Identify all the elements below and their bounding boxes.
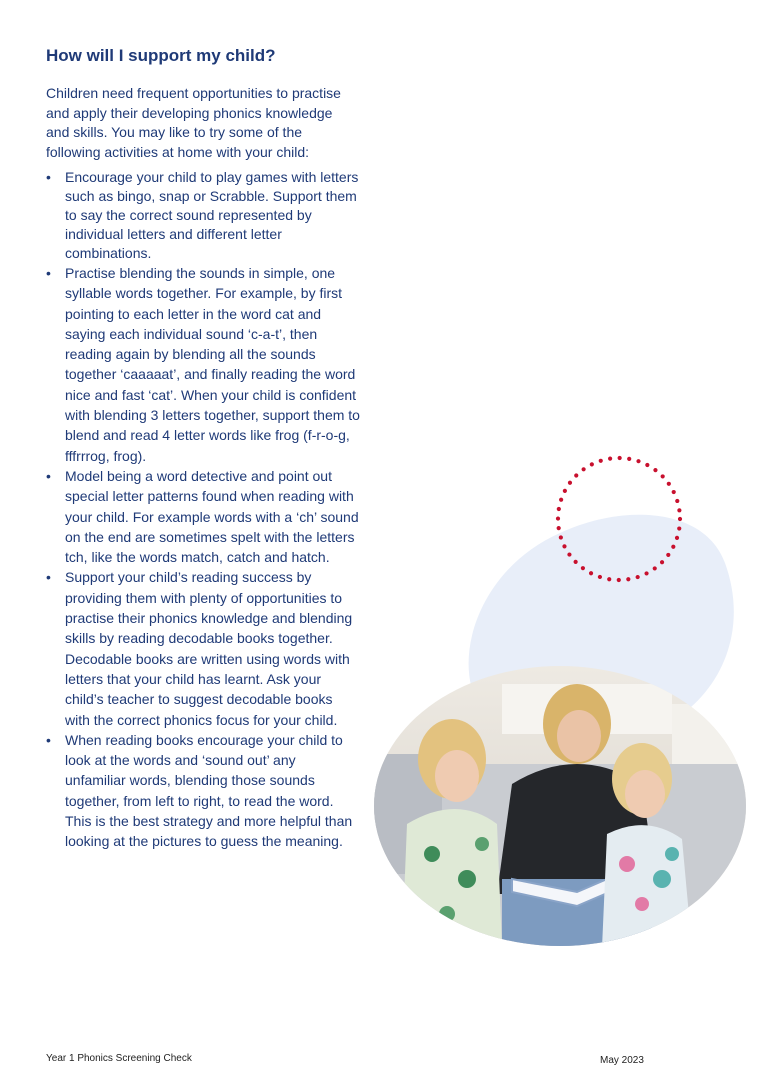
bullet-icon: •: [46, 265, 51, 281]
list-item: [46, 263, 360, 466]
list-item-text: Encourage your child to play games with letters such as bingo, snap or Scrabble. Support them to say the correct sound represented by individual letters and different letter combinations.: [65, 169, 359, 261]
list-item: [46, 466, 360, 567]
list-item: [46, 168, 360, 263]
footer-document-title: Year 1 Phonics Screening Check: [46, 1053, 192, 1064]
page-title: How will I support my child?: [46, 46, 276, 65]
bullet-icon: •: [46, 731, 51, 748]
bullet-icon: •: [46, 467, 51, 484]
photo-mother-reading-icon: [372, 664, 748, 948]
footer-date: May 2023: [600, 1055, 644, 1066]
list-item-text: Practise blending the sounds in simple, one syllable words together. For example, by first pointing to each letter in the word cat and saying each individual sound ‘c-a-t’, then reading again by blending all the sounds together ‘caaaaat’, and finally reading the word nice and fast ‘cat’. When your child is confident with blending 3 letters together, support them to blend and read 4 letter words like frog (f-r-o-g, fffrrrog, frog).: [65, 265, 360, 464]
intro-paragraph: Children need frequent opportunities to practise and apply their developing phonics knowledge and skills. You may like to try some of the following activities at home with your child:: [46, 85, 341, 160]
list-item-text: When reading books encourage your child to look at the words and ‘sound out’ any unfamiliar words, blending those sounds together, from left to right, to read the word. This is the best strategy and more helpful than looking at the pictures to guess the meaning.: [65, 731, 353, 850]
bullet-icon: •: [46, 169, 51, 185]
dotted-circle-decoration: [552, 452, 686, 586]
list-item: [46, 730, 360, 852]
bullet-icon: •: [46, 569, 51, 586]
activity-list: [46, 168, 360, 852]
list-item: [46, 567, 360, 729]
list-item-text: Model being a word detective and point out special letter patterns found when reading with your child. For example words with a ‘ch’ sound on the end are sometimes spelt with the letters tch, like the words match, catch and hatch.: [65, 467, 359, 566]
list-item-text: Support your child’s reading success by providing them with plenty of opportunities to practise their phonics knowledge and blending skills by reading decodable books together. Decodable books are written using words with letters that your child has learnt. Ask your child’s teacher to suggest decodable books with the correct phonics focus for your child.: [65, 569, 353, 728]
